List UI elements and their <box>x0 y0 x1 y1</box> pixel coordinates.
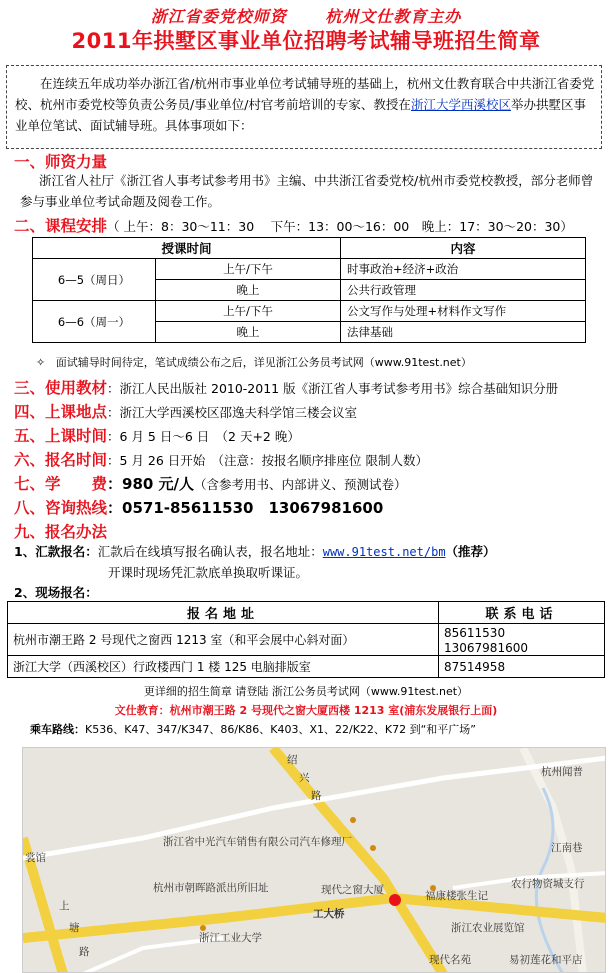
footer-more: 更详细的招生简章 请登陆 浙江公务员考试网（www.91test.net） <box>143 685 469 698</box>
reg-phone: 85611530 13067981600 <box>439 624 605 656</box>
footer-bus <box>30 721 590 737</box>
diamond-icon: ✧ <box>36 356 46 369</box>
remit-recommend: （推荐） <box>445 544 496 559</box>
section-4 <box>14 400 357 422</box>
section-1-title: 一、师资力量 <box>14 153 108 171</box>
map-label: 杭州闻普 <box>541 766 583 778</box>
schedule-content: 公文写作与处理+材料作文写作 <box>341 301 586 322</box>
intro-link[interactable]: 浙江大学西溪校区 <box>410 97 511 112</box>
remit-label: 1、汇款报名： <box>14 544 98 559</box>
map-label: 现代之窗大厦 <box>321 884 384 896</box>
schedule-note <box>36 354 472 370</box>
section-9-title: 九、报名办法 <box>14 523 108 541</box>
section-3 <box>14 376 558 398</box>
section-4-title: 四、上课地点 <box>14 403 108 421</box>
remit-text: 汇款后在线填写报名确认表，报名地址： <box>97 544 323 559</box>
section-6-note: （注意：按报名顺序排座位 限制人数） <box>217 453 429 468</box>
reg-header-row <box>8 602 605 624</box>
schedule-header-row <box>33 238 586 259</box>
section-4-body: ：浙江大学西溪校区邵逸夫科学馆三楼会议室 <box>107 405 358 420</box>
table-row <box>33 259 586 280</box>
section-2-title-text: 二、课程安排 <box>14 217 108 235</box>
office-address: 杭州市潮王路 2 号现代之窗大厦西楼 1213 室 <box>169 704 400 717</box>
section-8-title: 八、咨询热线 <box>14 499 108 517</box>
section-6-title: 六、报名时间 <box>14 451 108 469</box>
header-org-right: 杭州文仕教育主办 <box>325 7 462 26</box>
schedule-header-content: 内容 <box>341 238 586 259</box>
office-label: 文仕教育： <box>114 704 170 717</box>
section-5-body: ：6 月 5 日～6 日 （2 天+2 晚） <box>107 429 300 444</box>
section-8 <box>14 496 383 518</box>
map-label: 浙江农业展览馆 <box>451 922 525 934</box>
section-5-title: 五、上课时间 <box>14 427 108 445</box>
schedule-day: 6—6（周一） <box>33 301 156 343</box>
map-label: 裳馆 <box>25 852 46 864</box>
map-label: 农行物资城支行 <box>511 878 585 890</box>
location-map[interactable] <box>22 747 606 973</box>
remit-link[interactable]: www.91test.net/bm <box>322 545 446 559</box>
map-label: 路 <box>79 946 90 958</box>
page-title: 2011年拱墅区事业单位招聘考试辅导班招生简章 <box>71 29 541 53</box>
remit-line-2: 开课时现场凭汇款底单换取听课证。 <box>108 565 309 580</box>
schedule-content: 公共行政管理 <box>341 280 586 301</box>
footer-office <box>0 702 612 718</box>
schedule-content: 时事政治+经济+政治 <box>341 259 586 280</box>
map-roads <box>23 748 606 973</box>
section-7-title: 七、学 费 <box>14 475 108 493</box>
bus-label: 乘车路线： <box>30 723 85 736</box>
map-label: 易初莲花和平店 <box>509 954 583 966</box>
reg-phone: 87514958 <box>439 656 605 678</box>
reg-header-phone: 联系电话 <box>439 602 605 624</box>
intro-box <box>6 65 602 149</box>
schedule-slot: 上午/下午 <box>156 259 341 280</box>
section-6-body: ：5 月 26 日开始 <box>107 453 218 468</box>
schedule-day: 6—5（周日） <box>33 259 156 301</box>
remit-line <box>14 542 496 560</box>
map-label: 江南巷 <box>551 842 583 854</box>
section-5 <box>14 424 300 446</box>
schedule-content: 法律基础 <box>341 322 586 343</box>
schedule-table <box>32 237 586 343</box>
section-7-note: （含参考用书、内部讲义、预测试卷） <box>194 477 407 492</box>
map-label: 现代名苑 <box>429 954 471 966</box>
section-2-times: （ 上午：8：30～11：30 下午：13：00～16：00 晚上：17：30～20：30） <box>107 219 573 234</box>
map-label: 浙江工业大学 <box>199 932 262 944</box>
map-label: 兴 <box>299 772 310 784</box>
section-6 <box>14 448 428 470</box>
table-row <box>8 656 605 678</box>
map-label: 绍 <box>287 754 298 766</box>
table-row <box>33 301 586 322</box>
reg-addr: 浙江大学（西溪校区）行政楼西门 1 楼 125 电脑排版室 <box>8 656 439 678</box>
header-orgs <box>0 4 612 27</box>
onsite-label: 2、现场报名： <box>14 585 98 600</box>
section-7-price: ：980 元/人 <box>107 475 195 493</box>
section-8-body: ：0571-85611530 13067981600 <box>107 499 384 517</box>
section-7 <box>14 472 407 494</box>
intro-text-before: 在连续五年成功举办浙江省/杭州市事业单位考试辅导班的基础上，杭州文仕教育联合中共浙江省委党校、杭州市委党校等负责公务员/事业单位/村官考前培训的专家、教授在 <box>15 76 595 112</box>
map-label: 塘 <box>69 922 80 934</box>
registration-table <box>7 601 605 678</box>
map-label: 杭州市朝晖路派出所旧址 <box>153 882 269 894</box>
header-org-left: 浙江省委党校师资 <box>150 7 287 26</box>
map-label: 路 <box>311 790 322 802</box>
schedule-slot: 上午/下午 <box>156 301 341 322</box>
intro-text-after: 举办拱墅区事业单位笔试、面试辅导班。具体事项如下： <box>15 97 586 133</box>
reg-addr: 杭州市潮王路 2 号现代之窗西 1213 室（和平会展中心斜对面） <box>8 624 439 656</box>
reg-header-addr: 报名地址 <box>8 602 439 624</box>
table-row <box>8 624 605 656</box>
location-marker-icon <box>389 894 401 906</box>
schedule-slot: 晚上 <box>156 280 341 301</box>
bus-routes: K536、K47、347/K347、86/K86、K403、X1、22/K22、K72 到“和平广场” <box>85 723 477 736</box>
schedule-note-text: 面试辅导时间待定，笔试成绩公布之后，详见浙江公务员考试网（www.91test.net） <box>55 356 472 369</box>
office-note: (浦东发展银行上面) <box>399 704 498 717</box>
section-1-body: 浙江省人社厅《浙江省人事考试参考用书》主编、中共浙江省委党校/杭州市委党校教授，部分老师曾参与事业单位考试命题及阅卷工作。 <box>20 173 594 209</box>
section-3-body: ：浙江人民出版社 2010-2011 版《浙江省人事考试参考用书》综合基础知识分册 <box>107 381 559 396</box>
schedule-header-time: 授课时间 <box>33 238 341 259</box>
map-label: 福康楼张生记 <box>425 890 488 902</box>
section-2-title <box>14 214 573 236</box>
map-label: 浙江省中光汽车销售有限公司汽车修理厂 <box>163 836 352 848</box>
map-label: 工大桥 <box>313 908 345 920</box>
section-3-title: 三、使用教材 <box>14 379 108 397</box>
schedule-slot: 晚上 <box>156 322 341 343</box>
map-label: 上 <box>59 900 70 912</box>
